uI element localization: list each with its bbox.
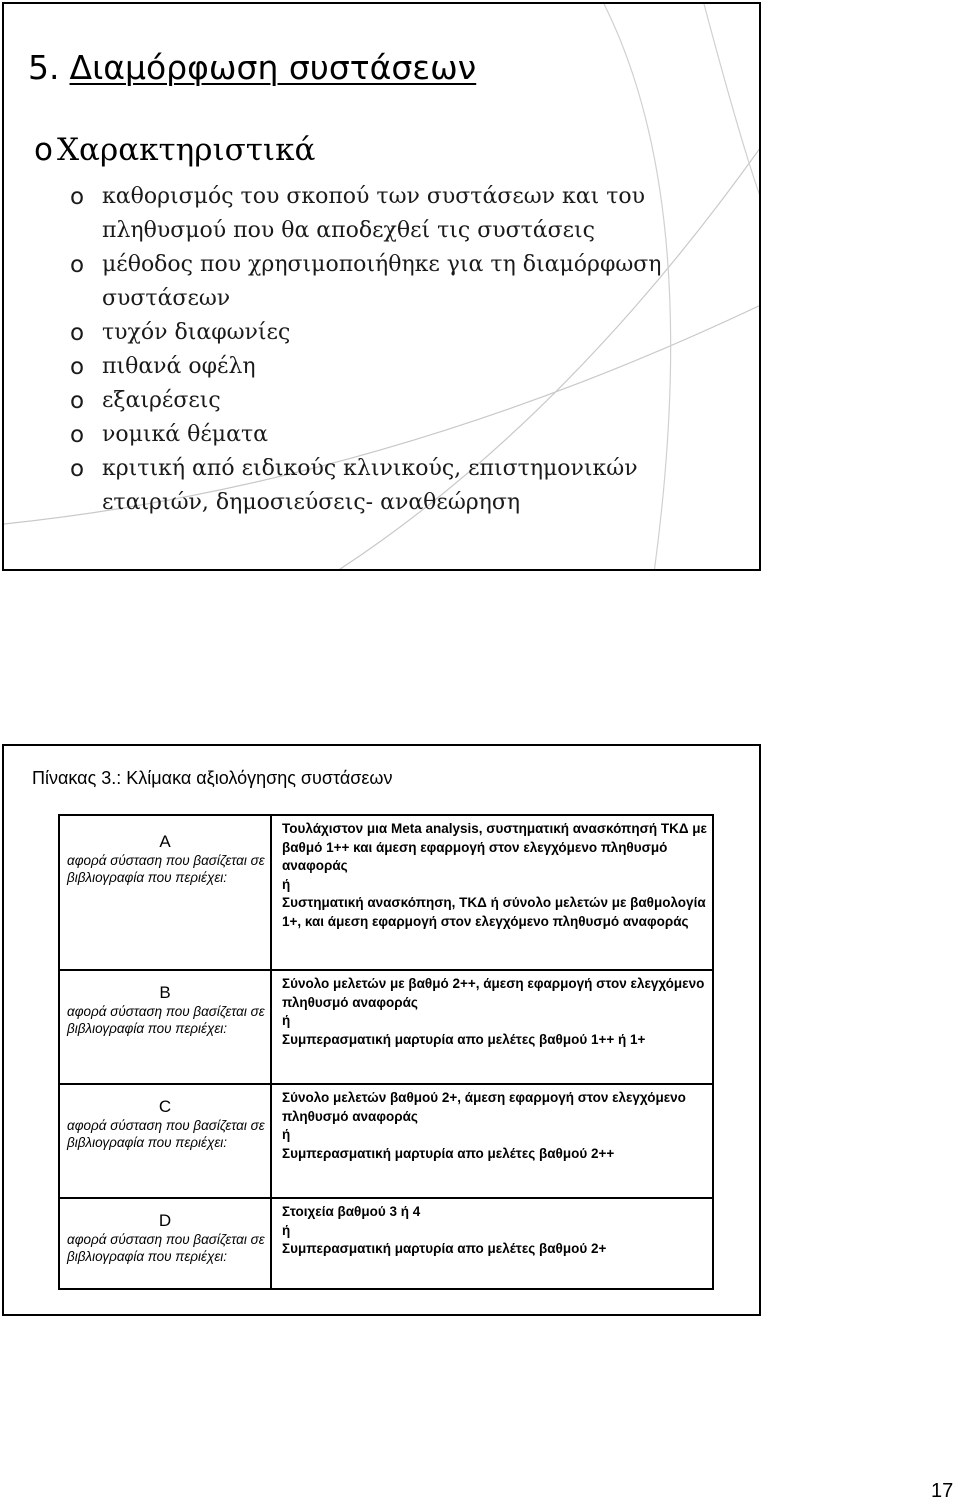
page-number: 17	[931, 1480, 954, 1502]
criteria-cell: Τουλάχιστον μια Meta analysis, συστηματική ανασκόπησή ΤΚΔ με βαθμό 1++ και άμεση εφαρμογή στον ελεγχόμενο πληθυσμό αναφοράς ή Συστηματική ανασκόπηση, ΤΚΔ ή σύνολο μελετών με βαθμολογία 1+, και άμεση εφαρμογή στον ελεγχόμενο πληθυσμό αναφοράς	[282, 821, 707, 929]
bullet-icon: o	[70, 456, 85, 482]
characteristics-list	[70, 180, 730, 520]
bullet-icon: o	[34, 132, 53, 168]
grade-label: B	[159, 983, 171, 1002]
slide-title	[28, 48, 476, 87]
grade-cell	[60, 816, 272, 969]
grade-basis: αφορά σύσταση που βασίζεται σε βιβλιογραφία που περιέχει:	[67, 1232, 265, 1264]
table-row	[60, 971, 712, 1085]
list-item: o εξαιρέσεις	[70, 384, 730, 418]
table-caption: Πίνακας 3.: Κλίμακα αξιολόγησης συστάσεων	[32, 768, 393, 788]
table-row	[60, 1199, 712, 1288]
grading-table	[58, 814, 714, 1290]
list-item: o τυχόν διαφωνίες	[70, 316, 730, 350]
slide-title-text: Διαμόρφωση συστάσεων	[69, 48, 477, 87]
grade-cell	[60, 971, 272, 1083]
section-heading	[34, 132, 315, 168]
bullet-icon: o	[70, 252, 85, 278]
grade-basis: αφορά σύσταση που βασίζεται σε βιβλιογραφία που περιέχει:	[67, 1004, 265, 1036]
list-item: o πιθανά οφέλη	[70, 350, 730, 384]
grade-label: C	[158, 1097, 172, 1116]
slide-recommendations-formulation	[2, 2, 761, 571]
grade-basis: αφορά σύσταση που βασίζεται σε βιβλιογραφία που περιέχει:	[67, 1118, 265, 1150]
slide-title-number: 5.	[28, 48, 60, 87]
slide-recommendation-grading-scale	[2, 744, 761, 1316]
criteria-cell: Στοιχεία βαθμού 3 ή 4 ή Συμπερασματική μαρτυρία απο μελέτες βαθμού 2+	[282, 1204, 607, 1257]
list-item: o μέθοδος που χρησιμοποιήθηκε για τη διαμόρφωση συστάσεων	[70, 248, 730, 316]
grade-label: A	[159, 832, 171, 851]
grade-cell	[60, 1199, 272, 1288]
list-item: o καθορισμός του σκοπού των συστάσεων και του πληθυσμού που θα αποδεχθεί τις συστάσεις	[70, 180, 730, 248]
table-row	[60, 1085, 712, 1199]
grade-basis: αφορά σύσταση που βασίζεται σε βιβλιογραφία που περιέχει:	[67, 853, 265, 885]
list-item: o νομικά θέματα	[70, 418, 730, 452]
table-row	[60, 816, 712, 971]
bullet-icon: o	[70, 354, 85, 380]
bullet-icon: o	[70, 184, 85, 210]
list-item: o κριτική από ειδικούς κλινικούς, επιστημονικών εταιριών, δημοσιεύσεις- αναθεώρηση	[70, 452, 730, 520]
bullet-icon: o	[70, 388, 85, 414]
section-heading-text: Χαρακτηριστικά	[56, 132, 316, 168]
grade-cell	[60, 1085, 272, 1197]
grade-label: D	[158, 1211, 172, 1230]
bullet-icon: o	[70, 422, 85, 448]
criteria-cell: Σύνολο μελετών με βαθμό 2++, άμεση εφαρμογή στον ελεγχόμενο πληθυσμό αναφοράς ή Συμπερασματική μαρτυρία απο μελέτες βαθμού 1++ ή 1+	[282, 976, 705, 1047]
bullet-icon: o	[70, 320, 85, 346]
criteria-cell: Σύνολο μελετών βαθμού 2+, άμεση εφαρμογή στον ελεγχόμενο πληθυσμό αναφοράς ή Συμπερασματική μαρτυρία απο μελέτες βαθμού 2++	[282, 1090, 686, 1161]
